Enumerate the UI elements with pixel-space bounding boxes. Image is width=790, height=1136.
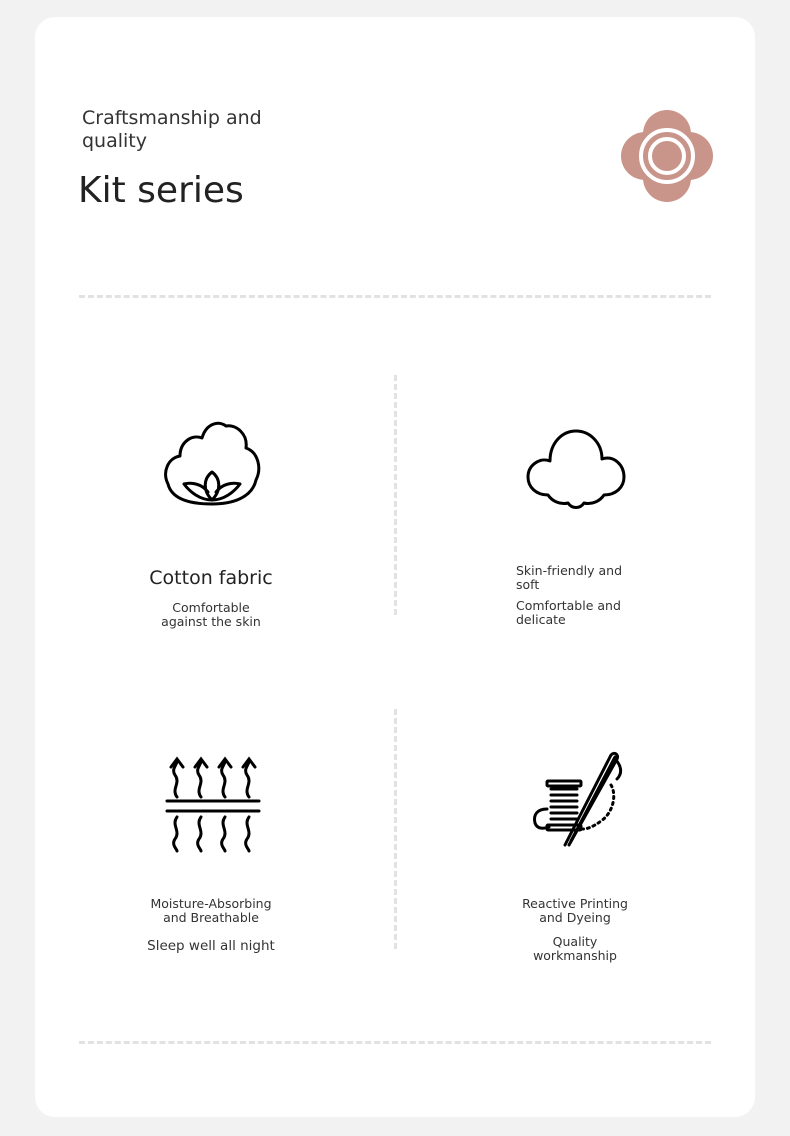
feature-label-cotton: Cotton fabric [149, 567, 273, 589]
flower-target-logo-icon [620, 109, 714, 203]
bottom-divider [79, 1041, 711, 1044]
content-card [35, 17, 755, 1117]
feature-desc-breathable: Sleep well all night [147, 938, 275, 954]
header-subtitle: Craftsmanship and quality [82, 107, 262, 152]
feature-label-dyeing: Reactive Printing and Dyeing [522, 896, 628, 925]
vertical-divider-top [394, 375, 397, 615]
cloud-icon [526, 417, 626, 517]
feature-desc-dyeing: Quality workmanship [533, 934, 617, 963]
feature-label-cloud: Skin-friendly and soft [516, 563, 622, 592]
feature-label-breathable: Moisture-Absorbing and Breathable [150, 896, 272, 925]
page-title: Kit series [78, 170, 244, 211]
feature-desc-cotton: Comfortable against the skin [161, 600, 261, 629]
breathable-fabric-icon [163, 755, 263, 855]
cotton-boll-icon [162, 412, 262, 512]
vertical-divider-bottom [394, 709, 397, 949]
top-divider [79, 295, 711, 298]
needle-thread-spool-icon [527, 749, 627, 849]
feature-desc-cloud: Comfortable and delicate [516, 598, 621, 627]
